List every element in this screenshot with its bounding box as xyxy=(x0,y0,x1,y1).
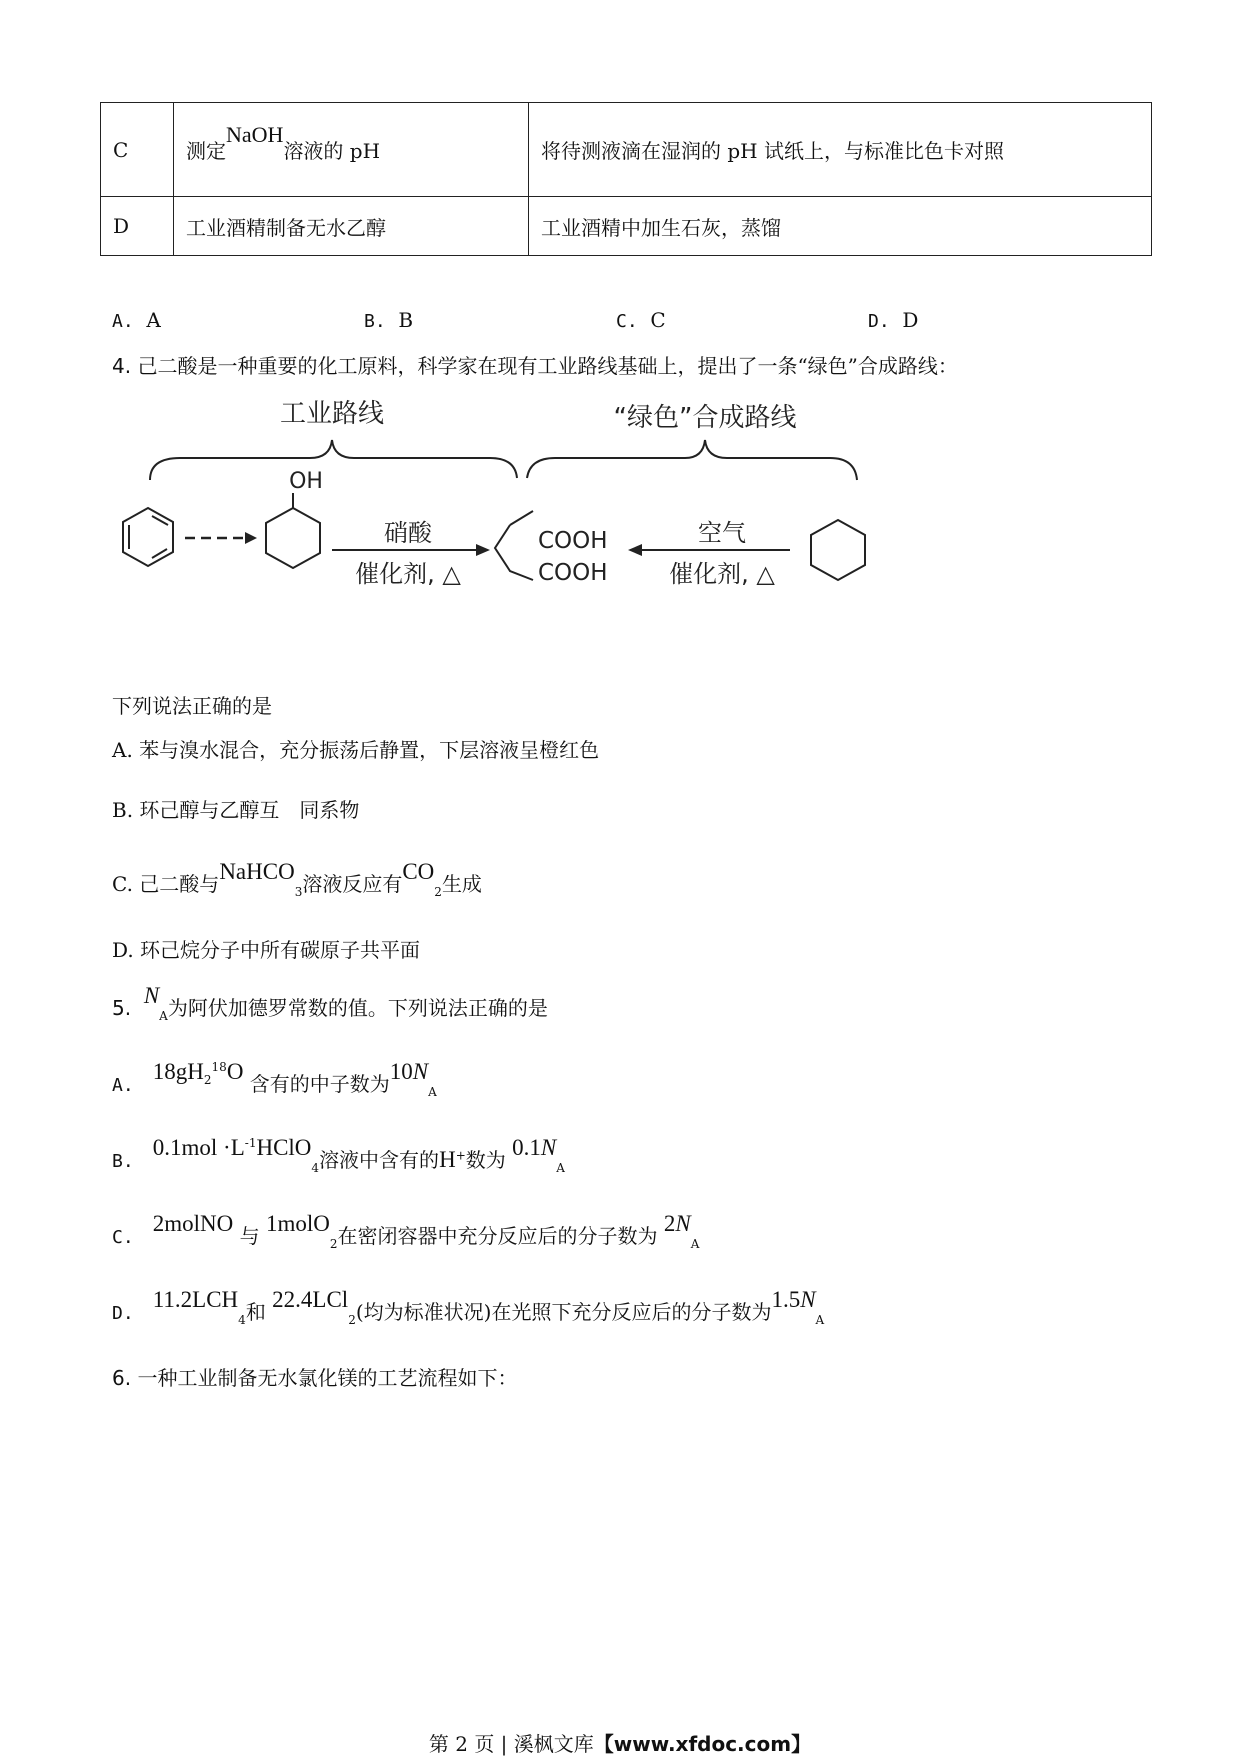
page-footer: 第 2 页 | 溪枫文库【www.xfdoc.com】 xyxy=(428,1732,812,1756)
green-route-label: “绿色”合成路线 xyxy=(613,403,797,433)
experiment-cell: 工业酒精制备无水乙醇 xyxy=(174,197,529,256)
cooh-top: COOH xyxy=(538,528,608,554)
table-row xyxy=(101,197,1152,256)
experiment-prefix: 测定 xyxy=(186,139,226,163)
q5-option-d[interactable]: D. $11.2LCH_4$和 22.4LCl$_2$(均为标准状况)在光照下充分反应后的分子数为$1.5N_A$ xyxy=(112,1287,825,1327)
experiment-table xyxy=(100,102,1152,256)
experiment-cell xyxy=(174,103,529,197)
benzene-structure xyxy=(123,508,173,566)
q4-stem: 4. 己二酸是一种重要的化工原料，科学家在现有工业路线基础上，提出了一条“绿色”合成路线： xyxy=(112,354,958,378)
q4-option-b[interactable]: B. 环己醇与乙醇互 同系物 xyxy=(112,798,360,822)
operation-cell: 工业酒精中加生石灰，蒸馏 xyxy=(529,197,1152,256)
cyclohexanol-structure xyxy=(266,493,320,568)
q4-option-a[interactable]: A. 苯与溴水混合，充分振荡后静置，下层溶液呈橙红色 xyxy=(112,738,600,762)
q6-stem: 6. 一种工业制备无水氯化镁的工艺流程如下： xyxy=(112,1366,518,1390)
choice-c[interactable]: C. C xyxy=(616,308,666,332)
green-brace xyxy=(527,440,857,480)
q5-option-c[interactable]: C. 2molNO 与 1molO$_2$在密闭容器中充分反应后的分子数为 $2N_A$ xyxy=(112,1211,700,1251)
synthesis-route-diagram xyxy=(110,398,870,598)
q4-option-c[interactable]: C. 己二酸与NaHCO$_3$溶液反应有$CO_2$生成 xyxy=(112,859,482,899)
reagent-catalyst-1: 催化剂, △ xyxy=(355,560,461,588)
reagent-nitric-acid: 硝酸 xyxy=(384,519,432,547)
q5-option-b[interactable]: B. $0.1mol \cdot L^{-1}HClO_4$溶液中含有的H+数为 $0.1N_A$ xyxy=(112,1135,565,1175)
dashed-arrow-head xyxy=(245,532,257,544)
site-link[interactable]: 【www.xfdoc.com】 xyxy=(593,1732,812,1756)
row-label: C xyxy=(101,103,174,197)
reagent-catalyst-2: 催化剂, △ xyxy=(669,560,775,588)
experiment-suffix: 溶液的 pH xyxy=(283,139,381,163)
q4-option-d[interactable]: D. 环己烷分子中所有碳原子共平面 xyxy=(112,938,421,962)
q5-stem: 5. $N_A$为阿伏加德罗常数的值。下列说法正确的是 xyxy=(112,983,548,1023)
q3-choices xyxy=(112,308,1012,334)
cooh-bottom: COOH xyxy=(538,560,608,586)
q4-prompt: 下列说法正确的是 xyxy=(112,694,272,718)
table-row xyxy=(101,103,1152,197)
operation-cell: 将待测液滴在湿润的 pH 试纸上，与标准比色卡对照 xyxy=(529,103,1152,197)
adipic-acid-structure xyxy=(495,511,533,580)
reaction-arrow-2-head xyxy=(628,544,642,556)
choice-a[interactable]: A. A xyxy=(112,308,161,332)
choice-d[interactable]: D. D xyxy=(868,308,919,332)
cyclohexane-structure xyxy=(811,520,865,580)
row-label: D xyxy=(101,197,174,256)
reagent-air: 空气 xyxy=(698,519,746,547)
industrial-brace xyxy=(150,440,517,480)
reaction-arrow-1-head xyxy=(476,544,490,556)
industrial-route-label: 工业路线 xyxy=(279,399,385,429)
q5-option-a[interactable]: A. $18gH_2^{18}O$ 含有的中子数为$10N_A$ xyxy=(112,1059,437,1099)
formula-naoh: NaOH xyxy=(226,122,284,147)
choice-b[interactable]: B. B xyxy=(364,308,414,332)
oh-label: OH xyxy=(289,469,323,494)
